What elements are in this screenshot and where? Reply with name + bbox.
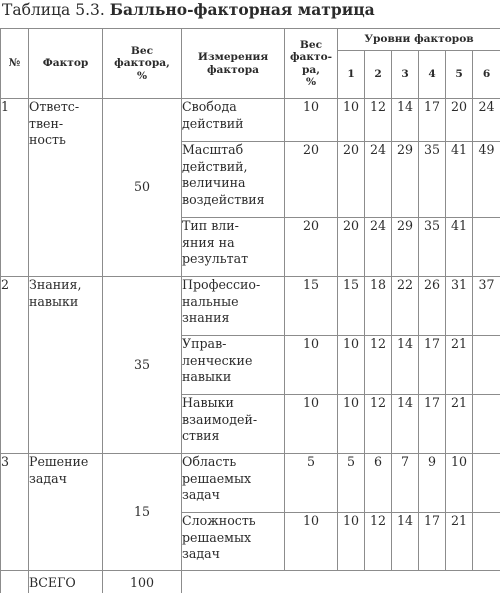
header-level-1: 1 bbox=[338, 51, 365, 99]
level-value-4: 35 bbox=[419, 142, 446, 218]
level-value-6 bbox=[473, 454, 500, 513]
dimension-weight: 10 bbox=[285, 336, 338, 395]
table-row bbox=[1, 277, 500, 336]
level-value-5: 41 bbox=[446, 218, 473, 277]
header-level-3: 3 bbox=[392, 51, 419, 99]
dimension-name: Управ- ленческие навыки bbox=[182, 336, 285, 395]
header-level-6: 6 bbox=[473, 51, 500, 99]
level-value-5: 41 bbox=[446, 142, 473, 218]
level-value-6 bbox=[473, 218, 500, 277]
header-num: № bbox=[1, 29, 29, 99]
level-value-5: 20 bbox=[446, 99, 473, 142]
level-value-2: 24 bbox=[365, 142, 392, 218]
table-row bbox=[1, 99, 500, 142]
level-value-2: 12 bbox=[365, 395, 392, 454]
factor-name: Решение задач bbox=[29, 454, 103, 571]
header-factor: Фактор bbox=[29, 29, 103, 99]
caption-title: Балльно-факторная матрица bbox=[109, 0, 375, 19]
header-level-5: 5 bbox=[446, 51, 473, 99]
level-value-3: 14 bbox=[392, 395, 419, 454]
factor-name: Ответс- твен- ность bbox=[29, 99, 103, 277]
level-value-1: 10 bbox=[338, 513, 365, 571]
factor-name: Знания, навыки bbox=[29, 277, 103, 454]
level-value-3: 29 bbox=[392, 142, 419, 218]
table-body bbox=[1, 99, 500, 593]
dimension-name: Область решаемых задач bbox=[182, 454, 285, 513]
factor-number: 2 bbox=[1, 277, 29, 454]
factor-number: 3 bbox=[1, 454, 29, 571]
dimension-name: Навыки взаимодей- ствия bbox=[182, 395, 285, 454]
level-value-6: 49 bbox=[473, 142, 500, 218]
level-value-2: 12 bbox=[365, 99, 392, 142]
header-weight: Вес фактора, % bbox=[103, 29, 182, 99]
header-row bbox=[1, 29, 500, 51]
factor-weight: 15 bbox=[103, 454, 182, 571]
level-value-6 bbox=[473, 513, 500, 571]
dimension-weight: 20 bbox=[285, 142, 338, 218]
total-empty-num bbox=[1, 571, 29, 593]
level-value-3: 14 bbox=[392, 336, 419, 395]
level-value-3: 29 bbox=[392, 218, 419, 277]
level-value-4: 17 bbox=[419, 395, 446, 454]
level-value-5: 21 bbox=[446, 513, 473, 571]
dimension-weight: 10 bbox=[285, 99, 338, 142]
level-value-2: 12 bbox=[365, 513, 392, 571]
level-value-5: 10 bbox=[446, 454, 473, 513]
total-empty-rest bbox=[182, 571, 500, 593]
total-value: 100 bbox=[103, 571, 182, 593]
dimension-weight: 20 bbox=[285, 218, 338, 277]
level-value-4: 26 bbox=[419, 277, 446, 336]
dimension-name: Свобода действий bbox=[182, 99, 285, 142]
level-value-1: 10 bbox=[338, 99, 365, 142]
dimension-weight: 10 bbox=[285, 513, 338, 571]
level-value-3: 7 bbox=[392, 454, 419, 513]
level-value-5: 31 bbox=[446, 277, 473, 336]
level-value-1: 20 bbox=[338, 218, 365, 277]
factor-weight: 50 bbox=[103, 99, 182, 277]
dimension-name: Сложность решаемых задач bbox=[182, 513, 285, 571]
dimension-name: Тип вли- яния на результат bbox=[182, 218, 285, 277]
level-value-1: 5 bbox=[338, 454, 365, 513]
level-value-6: 37 bbox=[473, 277, 500, 336]
header-levels: Уровни факторов bbox=[338, 29, 500, 51]
dimension-weight: 5 bbox=[285, 454, 338, 513]
table-row bbox=[1, 454, 500, 513]
level-value-6 bbox=[473, 395, 500, 454]
level-value-6: 24 bbox=[473, 99, 500, 142]
level-value-2: 12 bbox=[365, 336, 392, 395]
level-value-1: 15 bbox=[338, 277, 365, 336]
level-value-4: 9 bbox=[419, 454, 446, 513]
header-dim-weight: Вес факто- ра, % bbox=[285, 29, 338, 99]
factor-number: 1 bbox=[1, 99, 29, 277]
level-value-3: 14 bbox=[392, 99, 419, 142]
factor-weight: 35 bbox=[103, 277, 182, 454]
level-value-5: 21 bbox=[446, 395, 473, 454]
level-value-3: 14 bbox=[392, 513, 419, 571]
header-dimension: Измерения фактора bbox=[182, 29, 285, 99]
level-value-5: 21 bbox=[446, 336, 473, 395]
dimension-name: Масштаб действий, величина воздействия bbox=[182, 142, 285, 218]
header-level-4: 4 bbox=[419, 51, 446, 99]
dimension-name: Профессио- нальные знания bbox=[182, 277, 285, 336]
level-value-2: 6 bbox=[365, 454, 392, 513]
level-value-1: 10 bbox=[338, 395, 365, 454]
level-value-4: 17 bbox=[419, 336, 446, 395]
caption-prefix: Таблица 5.3. bbox=[2, 1, 105, 19]
level-value-4: 35 bbox=[419, 218, 446, 277]
level-value-2: 18 bbox=[365, 277, 392, 336]
dimension-weight: 10 bbox=[285, 395, 338, 454]
table-caption bbox=[2, 0, 375, 20]
header-level-2: 2 bbox=[365, 51, 392, 99]
level-value-4: 17 bbox=[419, 513, 446, 571]
dimension-weight: 15 bbox=[285, 277, 338, 336]
level-value-1: 10 bbox=[338, 336, 365, 395]
total-row bbox=[1, 571, 500, 593]
level-value-3: 22 bbox=[392, 277, 419, 336]
level-value-1: 20 bbox=[338, 142, 365, 218]
level-value-4: 17 bbox=[419, 99, 446, 142]
level-value-2: 24 bbox=[365, 218, 392, 277]
level-value-6 bbox=[473, 336, 500, 395]
factor-matrix-table bbox=[0, 28, 500, 593]
total-label: ВСЕГО bbox=[29, 571, 103, 593]
